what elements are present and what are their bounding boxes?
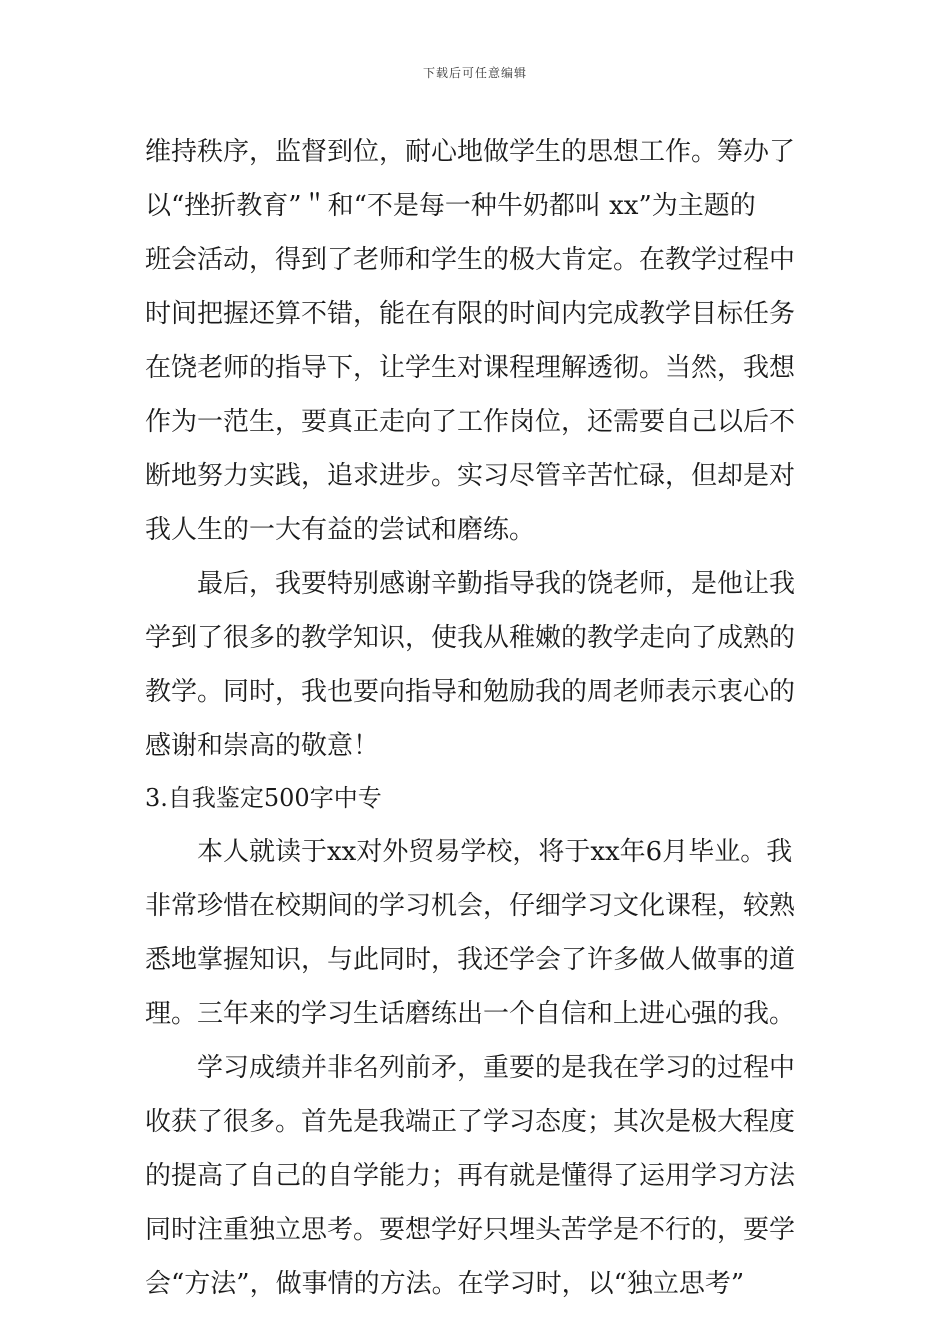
text-line: 在饶老师的指导下，让学生对课程理解透彻。当然，我想 <box>145 353 796 383</box>
text-line: 感谢和崇高的敬意！ <box>145 731 380 761</box>
text-line: 断地努力实践，追求进步。实习尽管辛苦忙碌，但却是对 <box>145 461 796 491</box>
text-line: 收获了很多。首先是我端正了学习态度；其次是极大程度 <box>145 1107 796 1137</box>
text-line: 理。三年来的学习生话磨练出一个自信和上进心强的我。 <box>145 999 796 1029</box>
text-line: 学习成绩并非名列前矛，重要的是我在学习的过程中 <box>197 1053 796 1083</box>
document-body <box>145 128 810 1308</box>
text-line: 教学。同时，我也要向指导和勉励我的周老师表示衷心的 <box>145 677 796 707</box>
text-line: 学到了很多的教学知识，使我从稚嫩的教学走向了成熟的 <box>145 623 796 653</box>
text-line: 维持秩序，监督到位，耐心地做学生的思想工作。筹办了 <box>145 137 796 167</box>
text-line: 非常珍惜在校期间的学习机会，仔细学习文化课程，较熟 <box>145 891 796 921</box>
text-line: 班会活动，得到了老师和学生的极大肯定。在教学过程中 <box>145 245 796 275</box>
section-heading: 3.自我鉴定500字中专 <box>145 784 382 812</box>
text-line: 最后，我要特别感谢辛勤指导我的饶老师，是他让我 <box>197 569 796 599</box>
paragraph-study-results <box>145 1044 810 1308</box>
text-line: 本人就读于xx对外贸易学校，将于xx年6月毕业。我 <box>197 837 793 867</box>
paragraph-self-introduction <box>145 828 810 1038</box>
page-header-note: 下载后可任意编辑 <box>422 66 527 80</box>
text-line: 会“方法”，做事情的方法。在学习时，以“独立思考” <box>145 1269 745 1299</box>
paragraph-practice-summary <box>145 128 810 554</box>
text-line: 同时注重独立思考。要想学好只埋头苦学是不行的，要学 <box>145 1215 796 1245</box>
text-line: 我人生的一大有益的尝试和磨练。 <box>145 515 536 545</box>
text-line: 以“挫折教育”＂和“不是每一种牛奶都叫 xx”为主题的 <box>145 191 756 221</box>
text-line: 悉地掌握知识，与此同时，我还学会了许多做人做事的道 <box>145 945 796 975</box>
paragraph-thanks <box>145 560 810 770</box>
text-line: 时间把握还算不错，能在有限的时间内完成教学目标任务 <box>145 299 796 329</box>
text-line: 的提高了自己的自学能力；再有就是懂得了运用学习方法 <box>145 1161 796 1191</box>
text-line: 作为一范生，要真正走向了工作岗位，还需要自己以后不 <box>145 407 796 437</box>
